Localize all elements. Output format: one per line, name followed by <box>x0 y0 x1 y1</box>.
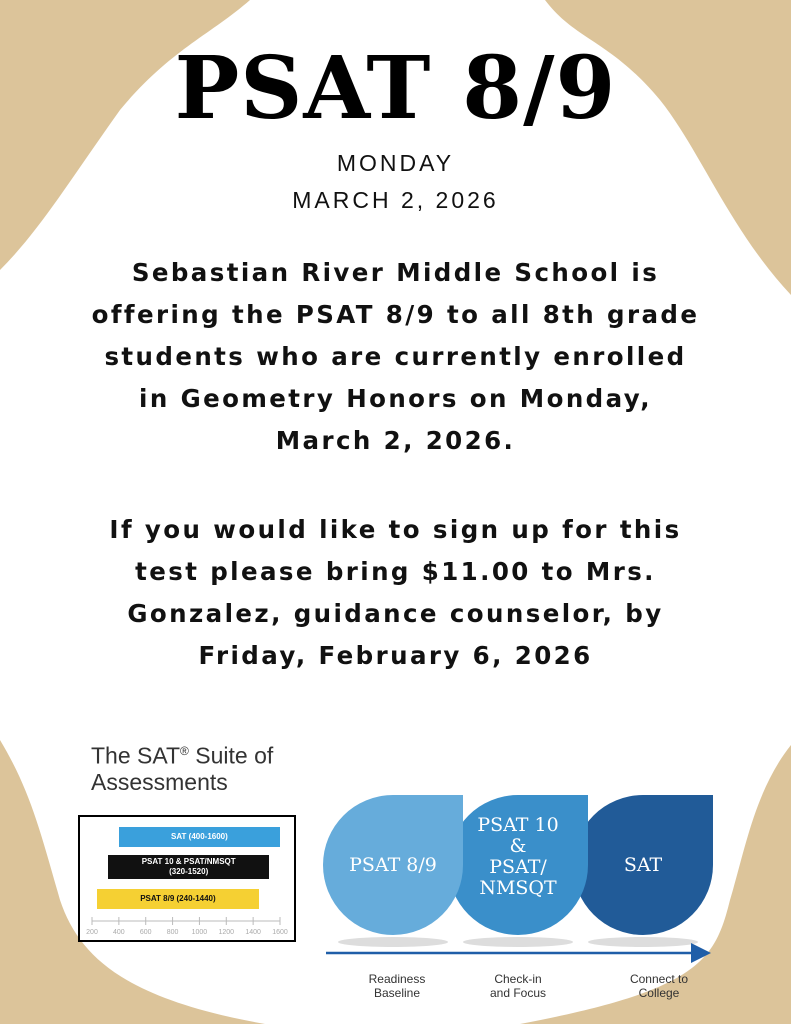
stage-line: Baseline <box>373 986 421 1000</box>
drop-shadow <box>338 937 448 947</box>
tick-label: 1600 <box>272 929 288 936</box>
tick-label: 1000 <box>191 929 208 936</box>
drop-shadow <box>588 937 698 947</box>
text-line: offering the PSAT 8/9 to all 8th grade <box>91 300 700 329</box>
suite-title <box>91 738 273 795</box>
info-paragraph <box>40 252 751 462</box>
text-line: students who are currently enrolled <box>104 342 687 371</box>
suite-title-text: The SAT <box>91 742 181 769</box>
bar-label: PSAT 8/9 (240-1440) <box>140 894 216 903</box>
pathway-step-name <box>333 855 453 876</box>
suite-title-text: Suite of <box>188 742 274 769</box>
bar-label: SAT (400-1600) <box>171 832 228 841</box>
text-line: Sebastian River Middle School is <box>131 258 660 287</box>
score-bar <box>97 889 258 909</box>
step-name-line: & <box>509 835 527 857</box>
tick-label: 200 <box>86 929 98 936</box>
text-line: test please bring $11.00 to Mrs. <box>135 557 656 586</box>
text-line: If you would like to sign up for this <box>109 515 682 544</box>
signup-paragraph <box>40 509 751 677</box>
registered-mark: ® <box>180 744 189 758</box>
tick-label: 800 <box>166 929 179 936</box>
score-range-chart <box>78 815 296 942</box>
tick-label: 1400 <box>245 929 261 936</box>
drop-shadow <box>463 937 573 947</box>
bar-label: (320-1520) <box>169 867 209 876</box>
step-name-line: NMSQT <box>479 877 557 899</box>
stage-line: Connect to <box>629 972 689 986</box>
stage-line: College <box>638 986 680 1000</box>
tick-label: 400 <box>113 929 125 936</box>
text-line: March 2, 2026. <box>275 426 516 455</box>
score-bar <box>108 855 269 879</box>
score-bar <box>119 827 280 847</box>
stage-line: Check-in <box>494 972 542 986</box>
tick-label: 600 <box>139 929 152 936</box>
pathway-step-name <box>458 815 578 899</box>
assessment-pathway <box>318 790 718 1015</box>
pathway-step-name <box>583 855 703 876</box>
stage-line: Readiness <box>368 972 426 986</box>
pathway-stage <box>599 972 719 1000</box>
text-line: Gonzalez, guidance counselor, by <box>127 599 664 628</box>
step-name-line: PSAT 10 <box>477 814 559 836</box>
pathway-stage <box>337 972 457 1000</box>
event-day: MONDAY <box>336 150 455 176</box>
tick-label: 1200 <box>218 929 235 936</box>
step-name-line: PSAT/ <box>489 856 547 878</box>
bar-label: PSAT 10 & PSAT/NMSQT <box>141 857 236 866</box>
pathway-stage <box>458 972 578 1000</box>
event-date: MARCH 2, 2026 <box>292 187 499 213</box>
text-line: in Geometry Honors on Monday, <box>139 384 652 413</box>
suite-title-text: Assessments <box>91 768 228 795</box>
stage-line: and Focus <box>489 986 547 1000</box>
page-title: PSAT 8/9 <box>174 38 617 139</box>
step-name-line: PSAT 8/9 <box>349 853 437 876</box>
step-name-line: SAT <box>623 853 663 876</box>
text-line: Friday, February 6, 2026 <box>198 641 593 670</box>
